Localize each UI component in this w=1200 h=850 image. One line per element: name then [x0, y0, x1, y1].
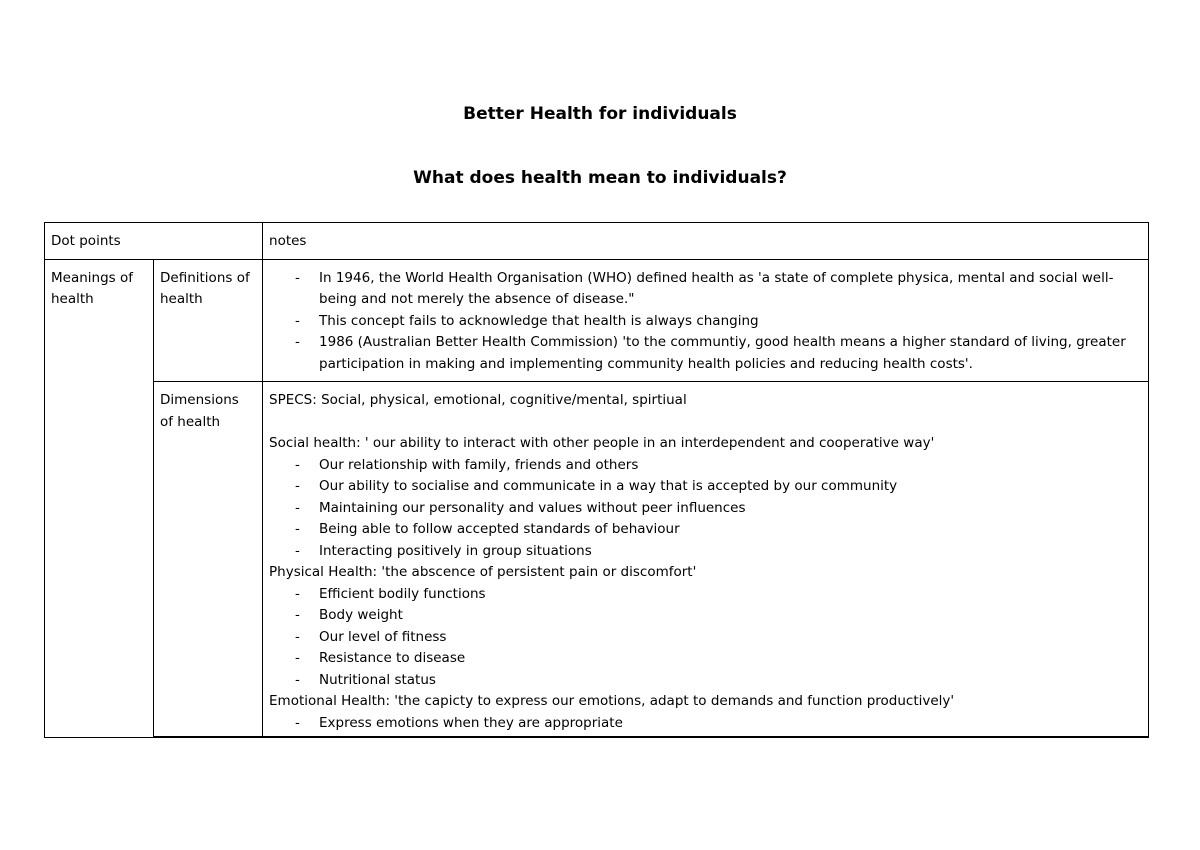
list-item: - Interacting positively in group situations — [319, 541, 1142, 563]
list-item: - Our level of fitness — [319, 627, 1142, 649]
notes-cell — [263, 259, 1149, 382]
emotional-health-list — [269, 713, 1142, 735]
list-item: - Maintaining our personality and values without peer influences — [319, 498, 1142, 520]
list-item: - Our relationship with family, friends and others — [319, 455, 1142, 477]
social-health-list — [269, 455, 1142, 563]
list-item: - Being able to follow accepted standards of behaviour — [319, 519, 1142, 541]
list-item: - Efficient bodily functions — [319, 584, 1142, 606]
subtopic-cell: Definitions of health — [154, 259, 263, 382]
physical-health-list — [269, 584, 1142, 692]
list-item: - Our ability to socialise and communicate in a way that is accepted by our community — [319, 476, 1142, 498]
physical-health-heading: Physical Health: 'the abscence of persistent pain or discomfort' — [269, 564, 697, 580]
document-title: Better Health for individuals — [463, 104, 737, 124]
list-item: - Nutritional status — [319, 670, 1142, 692]
table-row — [45, 259, 1149, 382]
list-item: - Resistance to disease — [319, 648, 1142, 670]
list-item: - 1986 (Australian Better Health Commission) 'to the communtiy, good health means a higher standard of living, greater participation in making and implementing community health policies and reducing health costs'. — [319, 332, 1142, 375]
topic-cell: Meanings of health — [45, 259, 154, 737]
list-item: - Express emotions when they are appropriate — [319, 713, 1142, 735]
subtopic-cell: Dimensions of health — [154, 382, 263, 738]
definitions-list — [269, 268, 1142, 376]
header-dot-points: Dot points — [45, 223, 263, 260]
table-header-row — [45, 223, 1149, 260]
list-item: - This concept fails to acknowledge that health is always changing — [319, 311, 1142, 333]
emotional-health-heading: Emotional Health: 'the capicty to express our emotions, adapt to demands and function productively' — [269, 693, 955, 709]
notes-table — [44, 222, 1149, 738]
social-health-heading: Social health: ' our ability to interact with other people in an interdependent and cooperative way' — [269, 435, 935, 451]
table-row — [45, 382, 1149, 738]
list-item: - In 1946, the World Health Organisation (WHO) defined health as 'a state of complete physica, mental and social well-being and not merely the absence of disease." — [319, 268, 1142, 311]
document-subtitle: What does health mean to individuals? — [413, 168, 787, 188]
list-item: - Body weight — [319, 605, 1142, 627]
specs-line: SPECS: Social, physical, emotional, cognitive/mental, spirtiual — [269, 392, 687, 408]
header-notes: notes — [263, 223, 1149, 260]
notes-cell — [263, 382, 1149, 738]
